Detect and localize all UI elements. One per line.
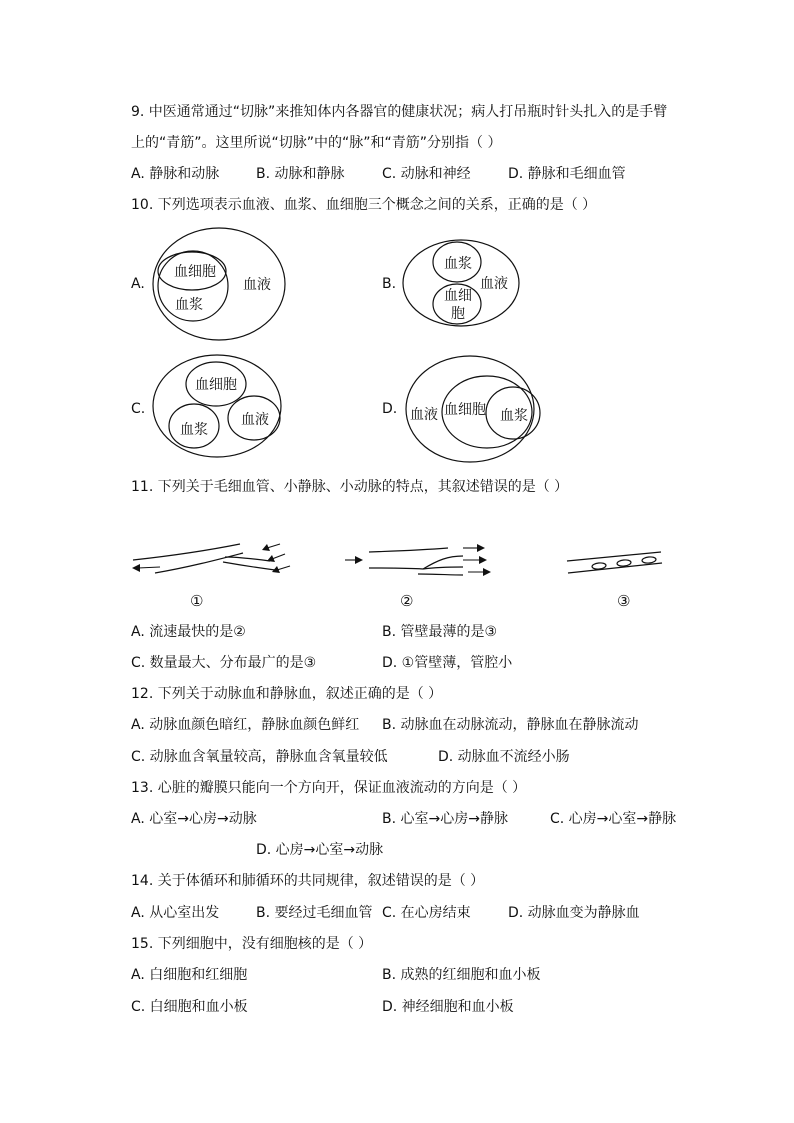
q15-option-a: A. 白细胞和红细胞 (131, 967, 248, 983)
q11-option-b: B. 管壁最薄的是③ (382, 624, 498, 640)
q11-vessel-diagram-3 (563, 548, 668, 578)
q10-d-label-xueye: 血液 (410, 407, 438, 423)
q10-diagram-c (150, 352, 290, 462)
q13-option-b: B. 心室→心房→静脉 (382, 811, 508, 827)
q14-option-d: D. 动脉血变为静脉血 (508, 905, 640, 921)
q10-b-label-bao: 胞 (451, 306, 465, 322)
q15-stem: 15. 下列细胞中，没有细胞核的是（ ） (131, 936, 373, 952)
q11-figure-label-3: ③ (617, 592, 631, 610)
q14-option-a: A. 从心室出发 (131, 905, 220, 921)
q14-option-c: C. 在心房结束 (382, 905, 471, 921)
q9-stem-line1: 9. 中医通常通过“切脉”来推知体内各器官的健康状况；病人打吊瓶时针头扎入的是手臂 (131, 104, 668, 120)
q11-figure-label-2: ② (400, 592, 414, 610)
q10-diagram-d (402, 353, 542, 466)
q10-diagram-a (150, 225, 295, 345)
q10-stem: 10. 下列选项表示血液、血浆、血细胞三个概念之间的关系，正确的是（ ） (131, 197, 597, 213)
q10-c-label-xuejiang: 血浆 (180, 422, 208, 438)
q10-c-label-xueye: 血液 (241, 412, 269, 428)
q15-option-d: D. 神经细胞和血小板 (382, 999, 514, 1015)
q13-option-a: A. 心室→心房→动脉 (131, 811, 257, 827)
q9-option-c: C. 动脉和神经 (382, 166, 471, 182)
q11-option-a: A. 流速最快的是② (131, 624, 246, 640)
q10-option-a-label: A. (131, 276, 145, 292)
q11-stem: 11. 下列关于毛细血管、小静脉、小动脉的特点，其叙述错误的是（ ） (131, 479, 569, 495)
q11-figure-label-1: ① (190, 592, 204, 610)
q11-vessel-diagram-1 (125, 535, 295, 585)
q10-option-d-label: D. (382, 401, 398, 417)
q10-d-label-xuejiang: 血浆 (500, 408, 528, 424)
q12-option-d: D. 动脉血不流经小肠 (438, 749, 570, 765)
q9-option-a: A. 静脉和动脉 (131, 166, 220, 182)
q10-d-label-xuexibao: 血细胞 (444, 402, 486, 418)
q14-stem: 14. 关于体循环和肺循环的共同规律，叙述错误的是（ ） (131, 873, 485, 889)
q9-stem-line2: 上的“青筋”。这里所说“切脉”中的“脉”和“青筋”分别指（ ） (131, 135, 502, 151)
q11-vessel-diagram-2 (343, 540, 498, 585)
q12-stem: 12. 下列关于动脉血和静脉血，叙述正确的是（ ） (131, 686, 443, 702)
q10-diagram-b (400, 237, 525, 332)
q12-option-c: C. 动脉血含氧量较高，静脉血含氧量较低 (131, 749, 388, 765)
q11-option-c: C. 数量最大、分布最广的是③ (131, 655, 317, 671)
q14-option-b: B. 要经过毛细血管 (256, 905, 373, 921)
q10-a-label-xueye: 血液 (243, 277, 271, 293)
q11-option-d: D. ①管壁薄，管腔小 (382, 655, 513, 671)
q12-option-a: A. 动脉血颜色暗红，静脉血颜色鲜红 (131, 717, 360, 733)
q13-option-c: C. 心房→心室→静脉 (550, 811, 677, 827)
q15-option-c: C. 白细胞和血小板 (131, 999, 248, 1015)
q9-option-b: B. 动脉和静脉 (256, 166, 345, 182)
q10-b-label-xueye: 血液 (480, 276, 508, 292)
q15-option-b: B. 成熟的红细胞和血小板 (382, 967, 541, 983)
q10-option-c-label: C. (131, 401, 146, 417)
q10-c-label-xuexibao: 血细胞 (195, 377, 237, 393)
q13-option-d: D. 心房→心室→动脉 (256, 842, 384, 858)
q10-b-label-xuejiang: 血浆 (444, 256, 472, 272)
q10-a-label-xuejiang: 血浆 (175, 297, 203, 313)
q12-option-b: B. 动脉血在动脉流动，静脉血在静脉流动 (382, 717, 639, 733)
q10-b-label-xuexi: 血细 (444, 288, 472, 304)
q10-option-b-label: B. (382, 276, 397, 292)
q9-option-d: D. 静脉和毛细血管 (508, 166, 626, 182)
q10-a-label-xuexibao: 血细胞 (174, 264, 216, 280)
q13-stem: 13. 心脏的瓣膜只能向一个方向开，保证血液流动的方向是（ ） (131, 780, 527, 796)
